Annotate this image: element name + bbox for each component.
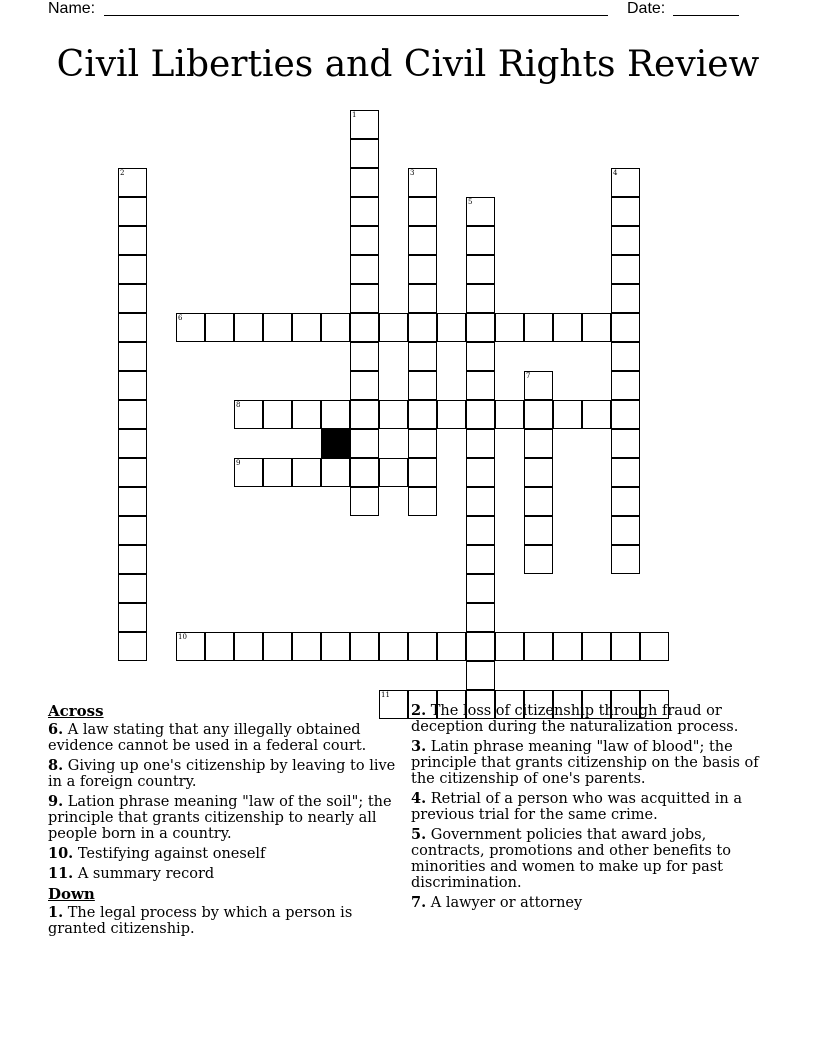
clue-down-2 [411,703,771,735]
crossword-cell[interactable] [118,545,147,574]
black-square [321,429,350,458]
crossword-cell[interactable] [379,400,408,429]
crossword-cell[interactable] [408,284,437,313]
crossword-cell[interactable] [466,487,495,516]
crossword-cell[interactable] [408,632,437,661]
crossword-cell[interactable] [118,197,147,226]
crossword-cell[interactable] [263,458,292,487]
crossword-cell[interactable] [611,545,640,574]
crossword-cell[interactable] [611,226,640,255]
clue-down-4 [411,791,771,823]
crossword-cell[interactable] [524,516,553,545]
crossword-cell[interactable] [350,197,379,226]
clue-text: The loss of citizenship through fraud or deception during the naturalization process. [411,703,739,735]
crossword-cell[interactable] [611,371,640,400]
clue-number: 11. [48,865,74,882]
clue-number-label: 7 [526,372,531,380]
crossword-cell[interactable] [553,313,582,342]
clue-down-5 [411,827,771,891]
clue-number: 6. [48,721,64,738]
crossword-cell[interactable] [495,400,524,429]
crossword-cell[interactable] [611,487,640,516]
crossword-cell[interactable] [350,313,379,342]
clue-across-9 [48,794,408,842]
crossword-cell[interactable] [350,632,379,661]
crossword-cell[interactable] [611,458,640,487]
crossword-cell[interactable] [437,632,466,661]
crossword-cell[interactable] [466,226,495,255]
crossword-cell[interactable] [611,400,640,429]
crossword-cell[interactable] [118,371,147,400]
crossword-cell[interactable] [118,487,147,516]
clue-text: A summary record [77,866,215,882]
crossword-cell[interactable] [611,342,640,371]
crossword-cell[interactable] [495,632,524,661]
crossword-cell[interactable] [524,458,553,487]
clue-number: 7. [411,894,427,911]
clue-text: A lawyer or attorney [430,895,583,911]
crossword-cell[interactable] [321,458,350,487]
crossword-cell[interactable] [611,313,640,342]
crossword-cell[interactable] [611,168,640,197]
clue-number-label: 2 [120,169,125,177]
crossword-cell[interactable] [321,313,350,342]
clue-number-label: 6 [178,314,183,322]
crossword-cell[interactable] [263,313,292,342]
crossword-cell[interactable] [263,632,292,661]
crossword-cell[interactable] [582,400,611,429]
crossword-cell[interactable] [263,400,292,429]
page-title: Civil Liberties and Civil Rights Review [56,44,760,85]
crossword-cell[interactable] [466,516,495,545]
crossword-cell[interactable] [350,110,379,139]
crossword-cell[interactable] [379,313,408,342]
clue-text: A law stating that any illegally obtained evidence cannot be used in a federal court. [48,722,367,754]
crossword-cell[interactable] [495,313,524,342]
crossword-cell[interactable] [292,458,321,487]
clue-number: 4. [411,790,427,807]
crossword-cell[interactable] [118,255,147,284]
crossword-cell[interactable] [350,168,379,197]
clue-down-3 [411,739,771,787]
crossword-cell[interactable] [234,400,263,429]
clue-across-8 [48,758,408,790]
date-label: Date: [627,0,666,17]
crossword-cell[interactable] [437,313,466,342]
crossword-cell[interactable] [350,400,379,429]
clue-number: 3. [411,738,427,755]
crossword-cell[interactable] [553,400,582,429]
crossword-cell[interactable] [466,313,495,342]
crossword-cell[interactable] [408,226,437,255]
crossword-cell[interactable] [466,371,495,400]
crossword-cell[interactable] [466,661,495,690]
crossword-cell[interactable] [466,458,495,487]
clue-text: Latin phrase meaning "law of blood"; the principle that grants citizenship on the basis of the citizenship of one's parents. [411,739,759,787]
crossword-cell[interactable] [466,400,495,429]
crossword-cell[interactable] [408,342,437,371]
crossword-cell[interactable] [350,458,379,487]
crossword-cell[interactable] [408,197,437,226]
crossword-cell[interactable] [524,400,553,429]
crossword-cell[interactable] [408,313,437,342]
crossword-cell[interactable] [408,371,437,400]
crossword-cell[interactable] [408,487,437,516]
crossword-cell[interactable] [350,371,379,400]
crossword-cell[interactable] [466,197,495,226]
clue-number: 10. [48,845,74,862]
clue-across-10 [48,846,408,862]
crossword-cell[interactable] [466,429,495,458]
clue-number-label: 5 [468,198,473,206]
crossword-cell[interactable] [118,342,147,371]
crossword-cell[interactable] [118,603,147,632]
clue-number: 2. [411,702,427,719]
clue-across-6 [48,722,408,754]
across-heading: Across [48,702,104,720]
crossword-cell[interactable] [118,632,147,661]
crossword-cell[interactable] [408,255,437,284]
clue-down-1 [48,905,408,937]
crossword-cell[interactable] [292,313,321,342]
crossword-cell[interactable] [611,197,640,226]
crossword-cell[interactable] [524,371,553,400]
crossword-cell[interactable] [466,632,495,661]
crossword-cell[interactable] [379,458,408,487]
crossword-cell[interactable] [234,458,263,487]
crossword-cell[interactable] [524,313,553,342]
clue-number-label: 3 [410,169,415,177]
clue-number-label: 4 [613,169,618,177]
crossword-cell[interactable] [118,574,147,603]
crossword-cell[interactable] [466,342,495,371]
down-heading: Down [48,885,95,903]
crossword-cell[interactable] [611,632,640,661]
clue-text: Testifying against oneself [77,846,266,862]
crossword-cell[interactable] [408,168,437,197]
clue-text: Giving up one's citizenship by leaving to live in a foreign country. [48,758,396,790]
crossword-cell[interactable] [118,429,147,458]
crossword-cell[interactable] [350,226,379,255]
crossword-cell[interactable] [466,574,495,603]
crossword-cell[interactable] [176,632,205,661]
crossword-cell[interactable] [350,139,379,168]
crossword-cell[interactable] [118,516,147,545]
crossword-cell[interactable] [524,487,553,516]
crossword-cell[interactable] [118,313,147,342]
clue-text: Lation phrase meaning "law of the soil"; the principle that grants citizenship to nearly all people born in a country. [48,794,392,842]
crossword-cell[interactable] [350,487,379,516]
crossword-cell[interactable] [292,632,321,661]
crossword-cell[interactable] [611,284,640,313]
clue-number-label: 8 [236,401,241,409]
crossword-cell[interactable] [350,429,379,458]
crossword-cell[interactable] [205,632,234,661]
crossword-cell[interactable] [524,545,553,574]
crossword-cell[interactable] [176,313,205,342]
clue-number: 9. [48,793,64,810]
crossword-cell[interactable] [524,429,553,458]
crossword-cell[interactable] [118,226,147,255]
clue-number: 1. [48,904,64,921]
crossword-cell[interactable] [234,313,263,342]
crossword-cell[interactable] [118,458,147,487]
clues-left-column [48,703,408,941]
crossword-cell[interactable] [466,545,495,574]
crossword-cell[interactable] [466,603,495,632]
clue-number-label: 11 [381,691,390,699]
crossword-cell[interactable] [408,429,437,458]
crossword-cell[interactable] [118,400,147,429]
clue-text: Government policies that award jobs, contracts, promotions and other benefits to minorities and women to make up for past discrimination. [411,827,731,891]
crossword-cell[interactable] [321,400,350,429]
crossword-cell[interactable] [582,313,611,342]
crossword-cell[interactable] [350,342,379,371]
crossword-cell[interactable] [524,632,553,661]
crossword-cell[interactable] [234,632,263,661]
crossword-cell[interactable] [611,516,640,545]
clues-right-column [411,703,771,915]
clue-number-label: 1 [352,111,357,119]
clue-number-label: 10 [178,633,187,641]
name-label: Name: [48,0,96,17]
crossword-cell[interactable] [408,400,437,429]
crossword-cell[interactable] [466,284,495,313]
clue-across-11 [48,866,408,882]
clue-number: 8. [48,757,64,774]
clue-down-7 [411,895,771,911]
crossword-cell[interactable] [350,255,379,284]
crossword-cell[interactable] [582,632,611,661]
clue-text: Retrial of a person who was acquitted in a previous trial for the same crime. [411,791,742,823]
crossword-cell[interactable] [437,400,466,429]
clue-number-label: 9 [236,459,241,467]
crossword-cell[interactable] [379,632,408,661]
crossword-cell[interactable] [205,313,234,342]
crossword-cell[interactable] [408,458,437,487]
crossword-cell[interactable] [640,632,669,661]
crossword-cell[interactable] [553,632,582,661]
clue-number: 5. [411,826,427,843]
clue-text: The legal process by which a person is granted citizenship. [48,905,353,937]
crossword-cell[interactable] [611,255,640,284]
crossword-cell[interactable] [118,168,147,197]
crossword-cell[interactable] [611,429,640,458]
crossword-cell[interactable] [321,632,350,661]
crossword-cell[interactable] [466,255,495,284]
crossword-cell[interactable] [350,284,379,313]
crossword-cell[interactable] [292,400,321,429]
crossword-cell[interactable] [118,284,147,313]
